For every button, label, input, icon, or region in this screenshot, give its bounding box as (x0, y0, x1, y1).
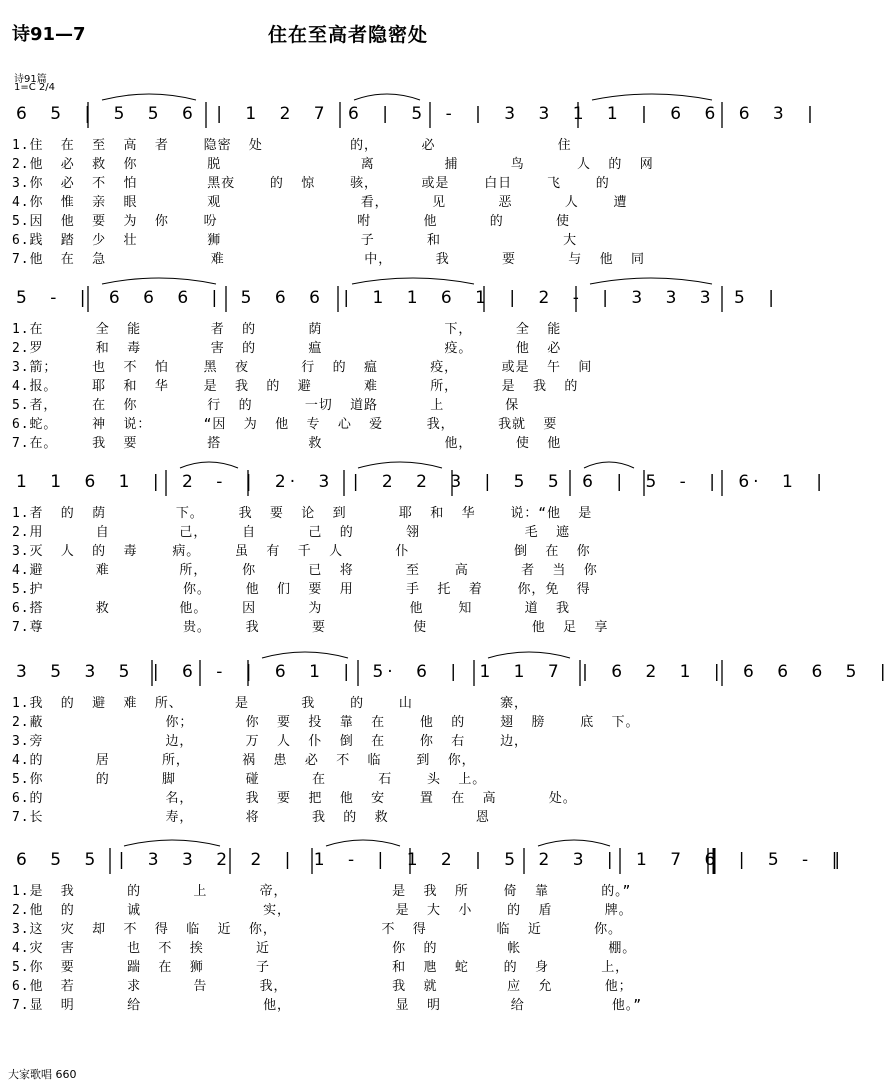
verse-line-1: 1.在 全 能 者 的 荫 下， 全 能 (12, 322, 562, 337)
slur (354, 94, 420, 100)
hymn-title: 住在至高者隐密处 (268, 24, 429, 46)
verse-line-5: 5.护 你。 他 们 要 用 手 托 着 你，免 得 (12, 582, 591, 597)
slur (102, 278, 216, 284)
verse-line-3: 3.你 必 不 怕 黑夜 的 惊 骇， 或是 白日 飞 的 (12, 176, 610, 191)
verse-line-7: 7.他 在 急 难 中， 我 要 与 他 同 (12, 252, 645, 267)
verse-line-6: 6.他 若 求 告 我， 我 就 应 允 他； (12, 979, 633, 994)
notation-row (0, 98, 817, 138)
verse-line-3: 3.这 灾 却 不 得 临 近 你， 不 得 临 近 你。 (12, 922, 622, 937)
verse-line-7: 7.尊 贵。 我 要 使 他 足 享 (12, 620, 609, 635)
scripture-source: 诗91篇 (14, 74, 47, 85)
verse-line-3: 3.灭 人 的 毒 病。 虽 有 千 人 仆 倒 在 你 (12, 544, 591, 559)
verse-line-4: 4.灾 害 也 不 挨 近 你 的 帐 棚。 (12, 941, 637, 956)
verse-line-5: 5.者， 在 你 行 的 一切 道路 上 保 (12, 398, 520, 413)
verse-line-2: 2.蔽 你； 你 要 投 靠 在 他 的 翅 膀 底 下。 (12, 715, 640, 730)
verse-line-1: 1.我 的 避 难 所、 是 我 的 山 寨， (12, 696, 528, 711)
verse-line-6: 6.践 踏 少 壮 狮 子 和 大 (12, 233, 577, 248)
verse-line-2: 2.他 必 救 你 脱 离 捕 鸟 人 的 网 (12, 157, 654, 172)
slur (358, 462, 442, 468)
verse-line-7: 7.显 明 给 他， 显 明 给 他。” (12, 998, 642, 1013)
verse-line-2: 2.罗 和 毒 害 的 瘟 疫。 他 必 (12, 341, 562, 356)
verse-line-5: 5.你 要 踹 在 狮 子 和 虺 蛇 的 身 上， (12, 960, 630, 975)
slur (180, 462, 238, 468)
verse-line-4: 4.避 难 所， 你 已 将 至 高 者 当 你 (12, 563, 598, 578)
notation-row (0, 282, 778, 322)
verse-line-4: 4.报。 耶 和 华 是 我 的 避 难 所， 是 我 的 (12, 379, 579, 394)
slur (102, 94, 196, 100)
verse-line-6: 6.的 名， 我 要 把 他 安 置 在 高 处。 (12, 791, 577, 806)
slur (262, 652, 348, 658)
slur (326, 840, 400, 846)
verse-line-3: 3.箭； 也 不 怕 黑 夜 行 的 瘟 疫， 或是 午 间 (12, 360, 593, 375)
footer-source: 大家歌唱 660 (8, 1068, 77, 1081)
jianpu-notes: 6 5 | 5 5 6 | 1 2 7 6 | 5 - | 3 3 1 1 | 6 6 6 3 | (16, 104, 817, 124)
verse-line-2: 2.用 自 己， 自 己 的 翎 毛 遮 (12, 525, 570, 540)
hymn-number: 诗91—7 (12, 24, 86, 45)
verse-line-6: 6.搭 救 他。 因 为 他 知 道 我 (12, 601, 570, 616)
verse-line-5: 5.你 的 脚 碰 在 石 头 上。 (12, 772, 487, 787)
notation-row (0, 466, 826, 506)
verse-line-1: 1.者 的 荫 下。 我 要 论 到 耶 和 华 说：“他 是 (12, 506, 593, 521)
jianpu-notes: 6 5 5 | 3 3 2 2 | 1 - | 1 2 | 5 2 3 | 1 7 6 | 5 - ‖ (16, 850, 845, 870)
verse-line-4: 4.你 惟 亲 眼 观 看， 见 恶 人 遭 (12, 195, 628, 210)
slur (592, 94, 712, 100)
slur (584, 462, 634, 468)
verse-line-5: 5.因 他 要 为 你 吩 咐 他 的 使 (12, 214, 570, 229)
slur (590, 278, 712, 284)
verse-line-1: 1.是 我 的 上 帝， 是 我 所 倚 靠 的。” (12, 884, 632, 899)
slur (352, 278, 474, 284)
slur (488, 652, 570, 658)
verse-line-3: 3.旁 边， 万 人 仆 倒 在 你 右 边， (12, 734, 528, 749)
jianpu-notes: 1 1 6 1 | 2 - | 2· 3 | 2 2 3 | 5 5 6 | 5 - | 6· 1 | (16, 472, 826, 492)
notation-row (0, 844, 845, 884)
verse-line-7: 7.长 寿， 将 我 的 救 恩 (12, 810, 490, 825)
jianpu-notes: 3 5 3 5 | 6 - | 6 1 | 5· 6 | 1 1 7 | 6 2 1 | 6 6 6 5 | (16, 662, 890, 682)
notation-row (0, 656, 890, 696)
verse-line-6: 6.蛇。 神 说： “因 为 他 专 心 爱 我， 我就 要 (12, 417, 558, 432)
jianpu-notes: 5 - | 6 6 6 | 5 6 6 | 1 1 6 1 | 2 - | 3 3 3 5 | (16, 288, 778, 308)
key-signature: 1=C 2/4 (14, 82, 55, 93)
slur (124, 840, 220, 846)
verse-line-7: 7.在。 我 要 搭 救 他， 使 他 (12, 436, 562, 451)
verse-line-2: 2.他 的 诚 实， 是 大 小 的 盾 牌。 (12, 903, 633, 918)
verse-line-4: 4.的 居 所， 祸 患 必 不 临 到 你， (12, 753, 476, 768)
slur (538, 840, 610, 846)
verse-line-1: 1.住 在 至 高 者 隐密 处 的， 必 住 (12, 138, 572, 153)
